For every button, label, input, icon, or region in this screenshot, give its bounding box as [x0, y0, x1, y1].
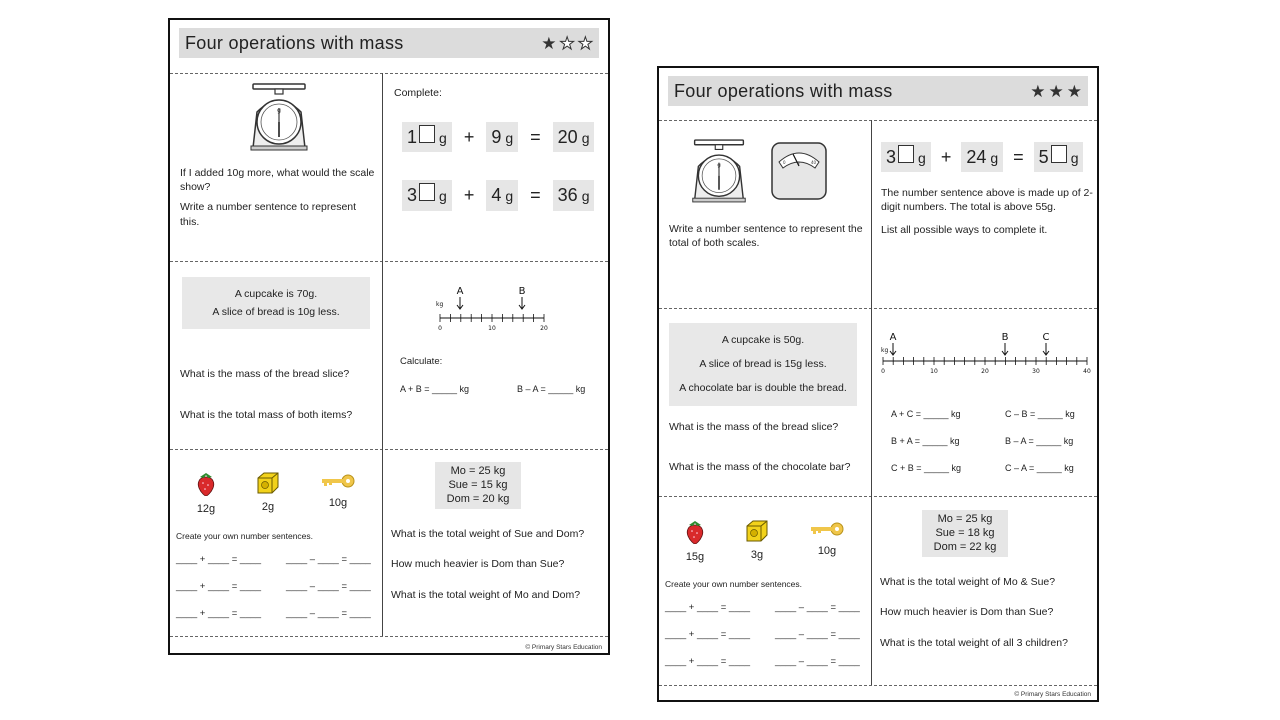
question-weights [880, 510, 1094, 656]
question-text: What is the mass of the chocolate bar? [669, 460, 851, 473]
star-empty-icon: ★ [577, 33, 593, 53]
question-number-line [881, 328, 1095, 474]
weights-box: Mo = 25 kg Sue = 18 kg Dom = 22 kg [922, 510, 1009, 557]
bathroom-scale-icon [771, 142, 827, 200]
question-text: What is the total weight of Mo & Sue? [880, 576, 1056, 589]
svg-text:g: g [277, 107, 281, 114]
cube-icon [745, 520, 769, 542]
svg-text:10: 10 [488, 325, 496, 332]
question-text: What is the total weight of all 3 children? [880, 636, 1068, 649]
svg-text:40: 40 [811, 160, 817, 165]
instruction-text: Write a number sentence to represent the total of both scales. [669, 223, 863, 250]
marker-a-label: A [456, 286, 464, 297]
star-filled-icon: ★ [1048, 81, 1064, 101]
marker-c-label: C [1042, 332, 1050, 343]
strawberry-icon [685, 520, 705, 544]
info-box: A cupcake is 70g. A slice of bread is 10g less. [182, 277, 370, 329]
cube-icon [256, 472, 280, 494]
equation: 3 g + 24 g = 5 g [881, 142, 1095, 172]
copyright-footer: © Primary Stars Education [1014, 691, 1091, 698]
divider [170, 449, 608, 450]
svg-text:kg: kg [436, 301, 444, 308]
divider [659, 496, 1097, 497]
question-weights [391, 462, 605, 608]
answer-box[interactable] [1051, 145, 1067, 163]
calc-grid: A + B = _____ kg B – A = _____ kg [400, 383, 586, 394]
svg-text:g: g [717, 162, 721, 169]
question-text: How much heavier is Dom than Sue? [391, 558, 565, 571]
worksheet-title: Four operations with mass [674, 80, 893, 101]
difficulty-stars [541, 35, 593, 52]
description-text: The number sentence above is made up of 2-digit numbers. The total is above 55g. [881, 187, 1093, 214]
divider [659, 308, 1097, 309]
question-text: What is the total weight of Mo and Dom? [391, 588, 581, 601]
info-box: A cupcake is 50g. A slice of bread is 15g less. A chocolate bar is double the bread. [669, 323, 857, 406]
worksheet-1 [168, 18, 610, 655]
question-cupcake [180, 277, 372, 428]
svg-text:20: 20 [981, 368, 989, 375]
divider [170, 261, 608, 262]
marker-b-label: B [518, 286, 526, 297]
question-scale [180, 82, 378, 235]
question-number-sentence [881, 142, 1095, 243]
star-filled-icon: ★ [1030, 81, 1046, 101]
number-line [881, 328, 1095, 378]
worksheet-header [668, 76, 1088, 106]
sentence-lines: ____ + ____ = ____ ____ – ____ = ____ ____ + ____ = ____ ____ – ____ = ____ ____ + ____ = ____ ____ – ____ = ____ [176, 554, 371, 619]
question-complete [394, 86, 604, 211]
divider [659, 120, 1097, 121]
svg-text:0: 0 [881, 368, 885, 375]
kitchen-scale-icon [689, 138, 749, 204]
question-text: What is the total mass of both items? [180, 408, 353, 421]
question-text: What is the total weight of Sue and Dom? [391, 528, 585, 541]
svg-text:40: 40 [1083, 368, 1091, 375]
question-text: How much heavier is Dom than Sue? [880, 606, 1054, 619]
instruction-text: List all possible ways to complete it. [881, 223, 1048, 236]
question-chocolate [669, 323, 861, 480]
difficulty-stars [1030, 83, 1082, 100]
marker-b-label: B [1001, 332, 1009, 343]
answer-box[interactable] [898, 145, 914, 163]
column-divider [871, 120, 872, 685]
svg-text:10: 10 [930, 368, 938, 375]
svg-text:kg: kg [881, 347, 889, 354]
star-empty-icon: ★ [559, 33, 575, 53]
answer-box[interactable] [419, 183, 435, 201]
worksheet-header [179, 28, 599, 58]
svg-text:30: 30 [1032, 368, 1040, 375]
kitchen-scale-icon [247, 82, 311, 152]
divider [170, 636, 608, 637]
prompt-text: Create your own number sentences. [665, 578, 803, 589]
equation-1: 1 g + 9 g = 20 g [402, 122, 604, 152]
question-items [176, 472, 376, 621]
equation-2: 3 g + 4 g = 36 g [402, 180, 604, 210]
marker-a-label: A [889, 332, 897, 343]
weights-box: Mo = 25 kg Sue = 15 kg Dom = 20 kg [435, 462, 522, 509]
svg-text:g: g [797, 160, 800, 165]
svg-text:20: 20 [540, 325, 548, 332]
question-number-line [394, 282, 604, 395]
worksheet-2 [657, 66, 1099, 702]
question-text: If I added 10g more, what would the scale show? [180, 167, 375, 194]
copyright-footer: © Primary Stars Education [525, 644, 602, 651]
complete-label: Complete: [394, 87, 442, 99]
answer-box[interactable] [419, 125, 435, 143]
question-text: What is the mass of the bread slice? [180, 368, 350, 381]
star-filled-icon: ★ [541, 33, 557, 53]
items-row: 15g 3g 10g [665, 520, 865, 565]
items-row: 12g 2g 10g [176, 472, 376, 517]
worksheet-title: Four operations with mass [185, 32, 404, 53]
divider [170, 73, 608, 74]
svg-text:0: 0 [438, 325, 442, 332]
question-items [665, 520, 865, 669]
calc-grid: A + C = _____ kg C – B = _____ kg B + A = _____ kg B – A = _____ kg C + B = _____ kg C – A = _____ kg [891, 409, 1075, 474]
star-filled-icon: ★ [1066, 81, 1082, 101]
question-two-scales [669, 138, 865, 256]
calculate-label: Calculate: [400, 356, 443, 367]
instruction-text: Write a number sentence to represent this. [180, 201, 357, 228]
divider [659, 685, 1097, 686]
number-line [436, 282, 556, 336]
svg-text:0: 0 [783, 160, 786, 165]
prompt-text: Create your own number sentences. [176, 530, 314, 541]
column-divider [382, 73, 383, 636]
question-text: What is the mass of the bread slice? [669, 420, 839, 433]
strawberry-icon [196, 472, 216, 496]
sentence-lines: ____ + ____ = ____ ____ – ____ = ____ ____ + ____ = ____ ____ – ____ = ____ ____ + ____ = ____ ____ – ____ = ____ [665, 602, 860, 667]
